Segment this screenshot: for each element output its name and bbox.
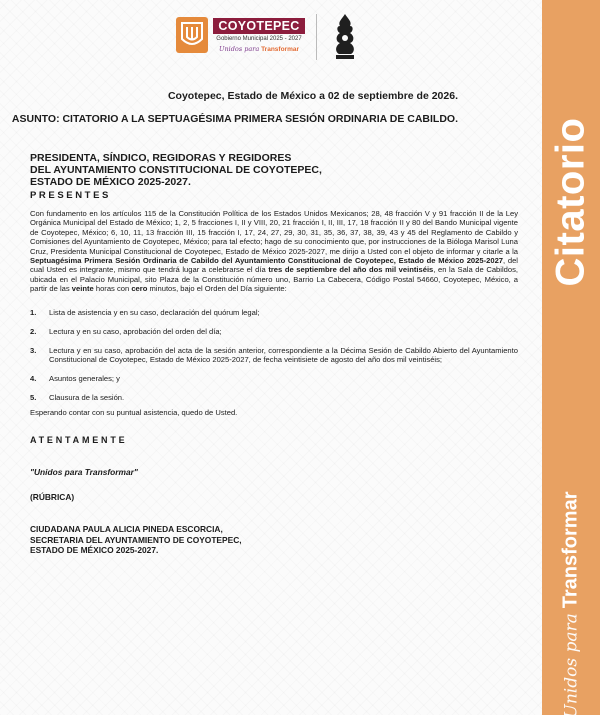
side-slogan-bold: Transformar xyxy=(559,491,582,609)
brand-slogan-bold: Transformar xyxy=(261,46,299,53)
session-hour: veinte xyxy=(71,284,94,294)
brand-subtitle: Gobierno Municipal 2025 - 2027 xyxy=(216,36,302,42)
recipient-line: PRESIDENTA, SÍNDICO, REGIDORAS Y REGIDORES xyxy=(30,152,292,164)
coyote-glyph-icon xyxy=(328,12,362,60)
body-text-segment: , en la Sala de Cabildos, ubicada en el Palacio Municipal, sito Plaza de la Constitución número uno, Barrio La Cabecera, Código Postal 54660, Coyotepec, México, a partir de las xyxy=(30,265,518,294)
body-text-segment: horas con xyxy=(93,284,132,294)
session-date: tres de septiembre del año dos mil veintiséis xyxy=(268,265,434,275)
agenda-number: 2. xyxy=(30,326,37,336)
session-minutes: cero xyxy=(131,284,148,294)
brand-slogan-script: Unidos para xyxy=(219,45,260,53)
agenda-text: Lectura y en su caso, aprobación del orden del día; xyxy=(49,326,222,336)
place-date: Coyotepec, Estado de México a 02 de septiembre de 2026. xyxy=(167,90,458,102)
municipal-emblem-icon xyxy=(176,17,208,53)
recipient-line: ESTADO DE MÉXICO 2025-2027. xyxy=(30,176,191,188)
logo-divider xyxy=(316,14,317,60)
agenda-text: Lectura y en su caso, aprobación del acta de la sesión anterior, correspondiente a la Décima Sesión de Cabildo Abierto del Ayuntamiento Constitucional de Coyotepec, Estado de México 2025-2027, de fecha veintisiete de agosto del año dos mil veintiséis; xyxy=(49,345,518,364)
atentamente-heading: ATENTAMENTE xyxy=(30,435,128,445)
agenda-text: Lista de asistencia y en su caso, declaración del quórum legal; xyxy=(49,308,260,317)
brand-slogan xyxy=(213,45,305,53)
motto: "Unidos para Transformar" xyxy=(30,467,138,477)
agenda-number: 4. xyxy=(30,373,37,383)
body-text-segment: Con fundamento en los artículos 115 de la Constitución Política de los Estados Unidos Mexicanos; 28, 48 fracción V y 91 fracción II de la Ley Orgánica Municipal del Estado de México; 1, 2, 5 fracciones I, II y VIII, 20, 21 fracción I, II, III, 17, 18 fracción II y 80 del Bando Municipal vigente de Coyotepec, México; 6, 10, 11, 13 fracción III, 15 fracción I, 17, 24, 27, 29, 30, 31, 35, 36, 37, 38, 39, 43 y 45 del Reglamento de Cabildo y Comisiones del Ayuntamiento de Coyotepec, México; para tal efecto; hago de su conocimiento que, por instrucciones de la Bióloga Marisol Luna Cruz, Presidenta Municipal Constitucional de Coyotepec, Estado de México 2025-2027, me dirijo a Usted con el objeto de informar y citarle a la xyxy=(30,209,518,256)
citatorio-side-title: Citatorio xyxy=(548,117,593,287)
signature-block xyxy=(30,524,242,556)
agenda-item xyxy=(30,393,518,402)
recipients-block xyxy=(30,152,322,188)
side-slogan xyxy=(560,492,583,718)
brand-logo xyxy=(213,18,305,53)
body-text-segment: , del cual Usted es integrante, mismo que tendrá lugar a celebrarse el día xyxy=(30,256,518,275)
agenda-item xyxy=(30,374,518,383)
agenda-number: 1. xyxy=(30,308,37,317)
subject-line: ASUNTO: CITATORIO A LA SEPTUAGÉSIMA PRIMERA SESIÓN ORDINARIA DE CABILDO. xyxy=(11,113,458,125)
agenda-item xyxy=(30,308,518,317)
session-name: Septuagésima Primera Sesión Ordinaria de Cabildo del Ayuntamiento Constitucional de Coyotepec, Estado de México 2025-2027 xyxy=(30,256,504,266)
brand-name: COYOTEPEC xyxy=(213,18,305,34)
body-text-segment: minutos, bajo el Orden del Día siguiente: xyxy=(147,284,287,294)
agenda-text: Asuntos generales; y xyxy=(49,373,120,383)
closing-line: Esperando contar con su puntual asistencia, quedo de Usted. xyxy=(30,408,238,417)
signature-line: ESTADO DE MÉXICO 2025-2027. xyxy=(30,545,159,556)
side-slogan-script: Unidos para xyxy=(561,613,582,718)
agenda-item xyxy=(30,327,518,336)
agenda-number: 3. xyxy=(30,345,37,355)
rubrica-label: (RÚBRICA) xyxy=(30,492,75,502)
signature-line: SECRETARIA DEL AYUNTAMIENTO DE COYOTEPEC, xyxy=(30,534,242,545)
recipient-line: DEL AYUNTAMIENTO CONSTITUCIONAL DE COYOTEPEC, xyxy=(30,164,322,176)
agenda-number: 5. xyxy=(30,392,37,402)
agenda-list xyxy=(30,308,518,402)
agenda-item xyxy=(30,346,518,365)
agenda-text: Clausura de la sesión. xyxy=(49,392,125,402)
presentes-heading: PRESENTES xyxy=(30,190,111,201)
body-paragraph xyxy=(30,209,518,294)
signature-line: CIUDADANA PAULA ALICIA PINEDA ESCORCIA, xyxy=(30,524,223,534)
